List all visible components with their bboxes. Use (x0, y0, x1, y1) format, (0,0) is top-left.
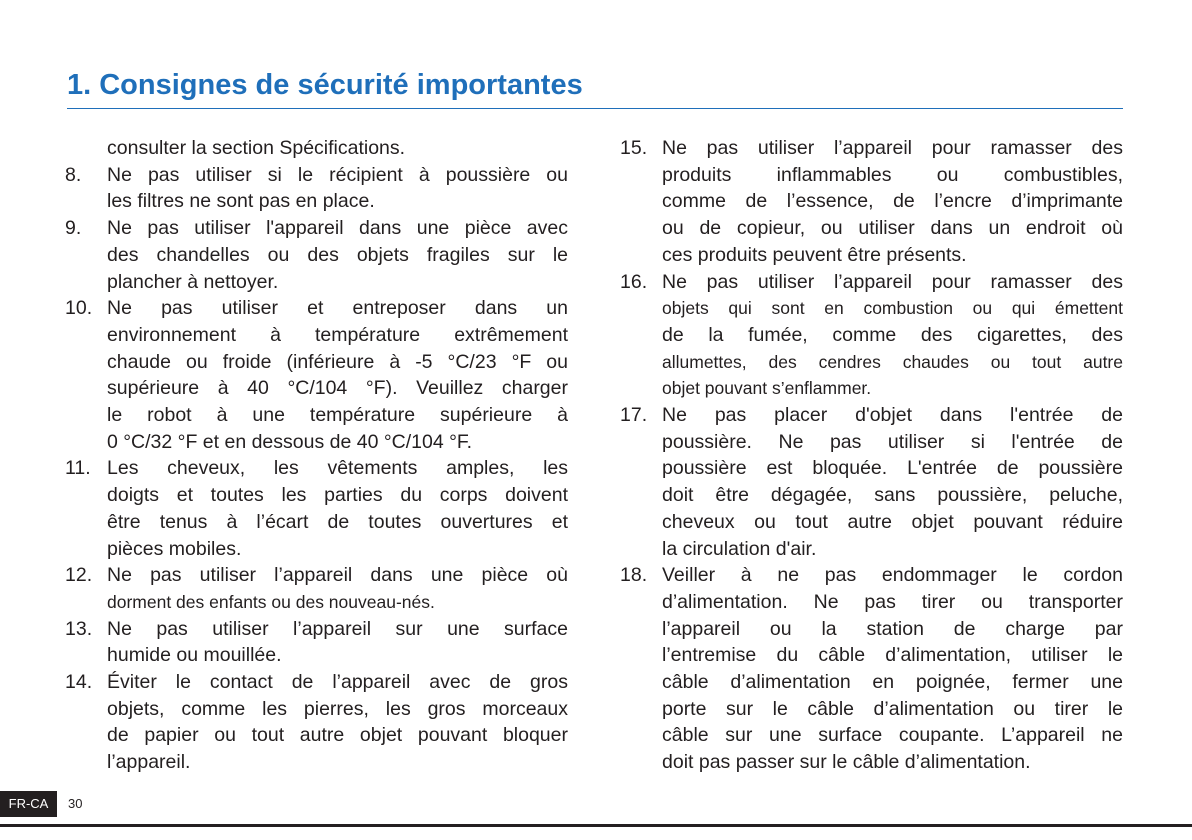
title-divider (67, 108, 1123, 109)
item-number: 13. (65, 617, 93, 640)
item-text-line: des chandelles ou des objets fragiles sur le (107, 243, 568, 266)
item-text-line: câble d’alimentation en poignée, fermer une (662, 671, 1123, 694)
item-text-line: Ne pas utiliser si le récipient à poussière ou (107, 163, 568, 186)
item-text-line: ou de copieur, ou utiliser dans un endroit où (662, 217, 1123, 240)
page-title: 1. Consignes de sécurité importantes (67, 69, 583, 101)
left-column (65, 135, 568, 776)
language-tag: FR-CA (0, 791, 57, 817)
item-number: 8. (65, 163, 82, 186)
item-text-line: plancher à nettoyer. (107, 270, 279, 293)
list-item (65, 562, 568, 615)
item-text-line: de papier ou tout autre objet pouvant bloquer (107, 724, 568, 747)
item-text-line: porte sur le câble d’alimentation ou tirer le (662, 697, 1123, 720)
item-text-line: 0 °C/32 °F et en dessous de 40 °C/104 °F. (107, 430, 473, 453)
item-text-line: ces produits peuvent être présents. (662, 243, 967, 266)
item-number: 16. (620, 270, 648, 293)
list-item (65, 162, 568, 215)
item-text-line: Ne pas utiliser l'appareil dans une pièce avec (107, 217, 568, 240)
item-text-line: l’appareil. (107, 751, 191, 774)
item-number: 15. (620, 137, 648, 159)
item-number: 12. (65, 564, 93, 587)
bottom-divider (0, 824, 1192, 827)
list-item (620, 562, 1123, 776)
item-text-line: objet pouvant s’enflammer. (662, 378, 872, 399)
item-text-line: poussière. Ne pas utiliser si l'entrée de (662, 430, 1123, 453)
item-number: 14. (65, 671, 93, 694)
item-number: 17. (620, 404, 648, 427)
item-number: 9. (65, 217, 82, 240)
right-column (620, 135, 1123, 776)
item-text-line: comme de l’essence, de l’encre d’imprimante (662, 190, 1123, 213)
item-text-line: l’appareil ou la station de charge par (662, 617, 1123, 640)
item-text-line: produits inflammables ou combustibles, (662, 163, 1123, 186)
item-text-line: supérieure à 40 °C/104 °F). Veuillez charger (107, 377, 568, 400)
list-item (620, 135, 1123, 269)
page-number: 30 (68, 796, 83, 811)
item-text-line: le robot à une température supérieure à (107, 404, 568, 427)
item-text-line: humide ou mouillée. (107, 644, 282, 667)
item-text-line: pièces mobiles. (107, 537, 242, 560)
item-text-line: consulter la section Spécifications. (107, 137, 406, 159)
item-text-line: environnement à température extrêmement (107, 323, 568, 346)
item-text-line: doit être dégagée, sans poussière, peluche, (662, 484, 1123, 507)
item-text-line: Ne pas placer d'objet dans l'entrée de (662, 404, 1123, 427)
item-text-line: Veiller à ne pas endommager le cordon (662, 564, 1123, 587)
item-text-line: Ne pas utiliser l’appareil sur une surface (107, 617, 568, 640)
item-text-line: d’alimentation. Ne pas tirer ou transporter (662, 590, 1123, 613)
item-text-line: Ne pas utiliser l’appareil pour ramasser des (662, 137, 1123, 159)
item-text-line: Ne pas utiliser et entreposer dans un (107, 297, 568, 320)
item-text-line: doigts et toutes les parties du corps doivent (107, 484, 568, 507)
list-item (65, 135, 568, 162)
item-text-line: câble sur une surface coupante. L’appareil ne (662, 724, 1123, 747)
list-item (65, 455, 568, 562)
item-text-line: de la fumée, comme des cigarettes, des (662, 323, 1123, 346)
item-text-line: être tenus à l’écart de toutes ouvertures et (107, 510, 568, 533)
item-text-line: Les cheveux, les vêtements amples, les (107, 457, 568, 480)
item-text-line: l’entremise du câble d’alimentation, utiliser le (662, 644, 1123, 667)
item-text-line: allumettes, des cendres chaudes ou tout autre (662, 351, 1123, 372)
item-text-line: Éviter le contact de l’appareil avec de gros (107, 671, 568, 694)
item-text-line: doit pas passer sur le câble d’alimentation. (662, 751, 1031, 774)
list-item (620, 269, 1123, 403)
item-text-line: les filtres ne sont pas en place. (107, 190, 375, 213)
item-number: 10. (65, 297, 93, 320)
item-number: 11. (65, 457, 91, 480)
list-item (65, 616, 568, 669)
list-item (620, 402, 1123, 562)
list-item (65, 669, 568, 776)
item-number: 18. (620, 564, 648, 587)
item-text-line: objets, comme les pierres, les gros morceaux (107, 697, 568, 720)
item-text-line: objets qui sont en combustion ou qui émettent (662, 298, 1123, 319)
list-item (65, 295, 568, 455)
item-text-line: dorment des enfants ou des nouveau-nés. (107, 591, 435, 612)
item-text-line: Ne pas utiliser l’appareil pour ramasser des (662, 270, 1123, 293)
list-item (65, 215, 568, 295)
item-text-line: cheveux ou tout autre objet pouvant réduire (662, 510, 1123, 533)
item-text-line: poussière est bloquée. L'entrée de poussière (662, 457, 1123, 480)
item-text-line: chaude ou froide (inférieure à -5 °C/23 °F ou (107, 350, 568, 373)
item-text-line: la circulation d'air. (662, 537, 817, 560)
item-text-line: Ne pas utiliser l’appareil dans une pièce où (107, 564, 568, 587)
